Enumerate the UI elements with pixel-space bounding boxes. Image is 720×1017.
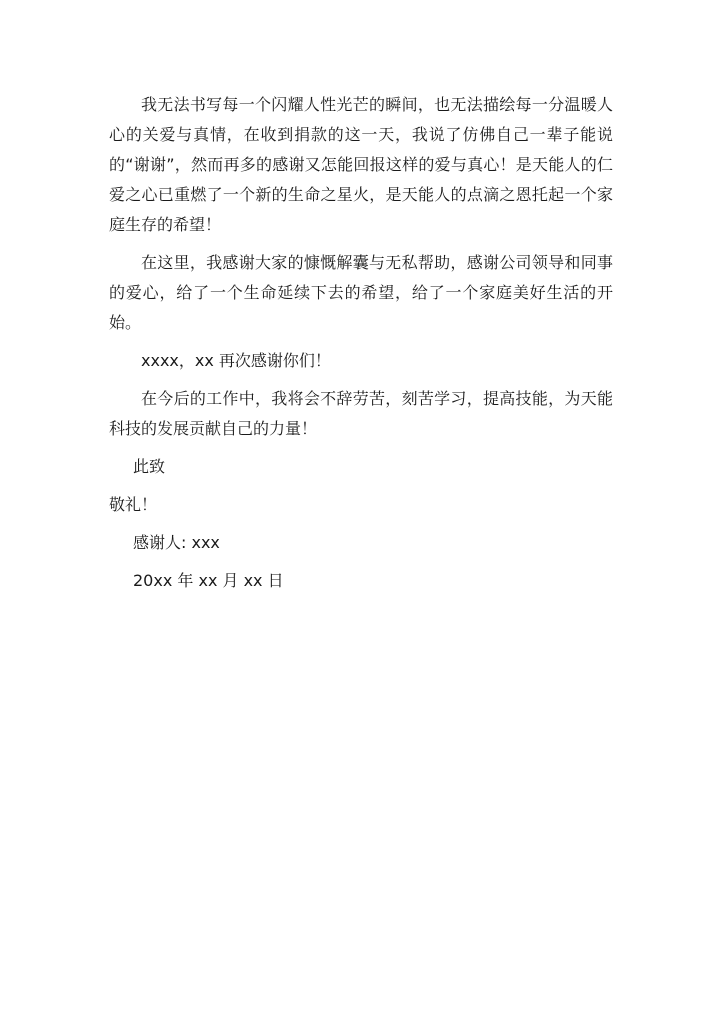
closing-regards: 敬礼！ bbox=[109, 495, 158, 514]
paragraph-gratitude: 我无法书写每一个闪耀人性光芒的瞬间，也无法描绘每一分温暖人心的关爱与真情，在收到捐款的这一天，我说了仿佛自己一辈子能说的“谢谢”，然而再多的感谢又怎能回报这样的爱与真心！是天能人的仁爱之心已重燃了一个新的生命之星火，是天能人的点滴之恩托起一个家庭生存的希望！ bbox=[109, 95, 613, 234]
paragraph-thanks-colleagues: 在这里，我感谢大家的慷慨解囊与无私帮助，感谢公司领导和同事的爱心，给了一个生命延续下去的希望，给了一个家庭美好生活的开始。 bbox=[109, 253, 613, 332]
signature: 感谢人: xxx bbox=[133, 533, 220, 552]
closing-salutation: 此致 bbox=[133, 457, 166, 476]
letter-date: 20xx 年 xx 月 xx 日 bbox=[133, 571, 284, 590]
paragraph-thanks-again: xxxx，xx 再次感谢你们！ bbox=[141, 351, 331, 370]
paragraph-future-work: 在今后的工作中，我将会不辞劳苦，刻苦学习，提高技能，为天能科技的发展贡献自己的力量！ bbox=[109, 389, 613, 438]
letter-body bbox=[109, 90, 613, 604]
